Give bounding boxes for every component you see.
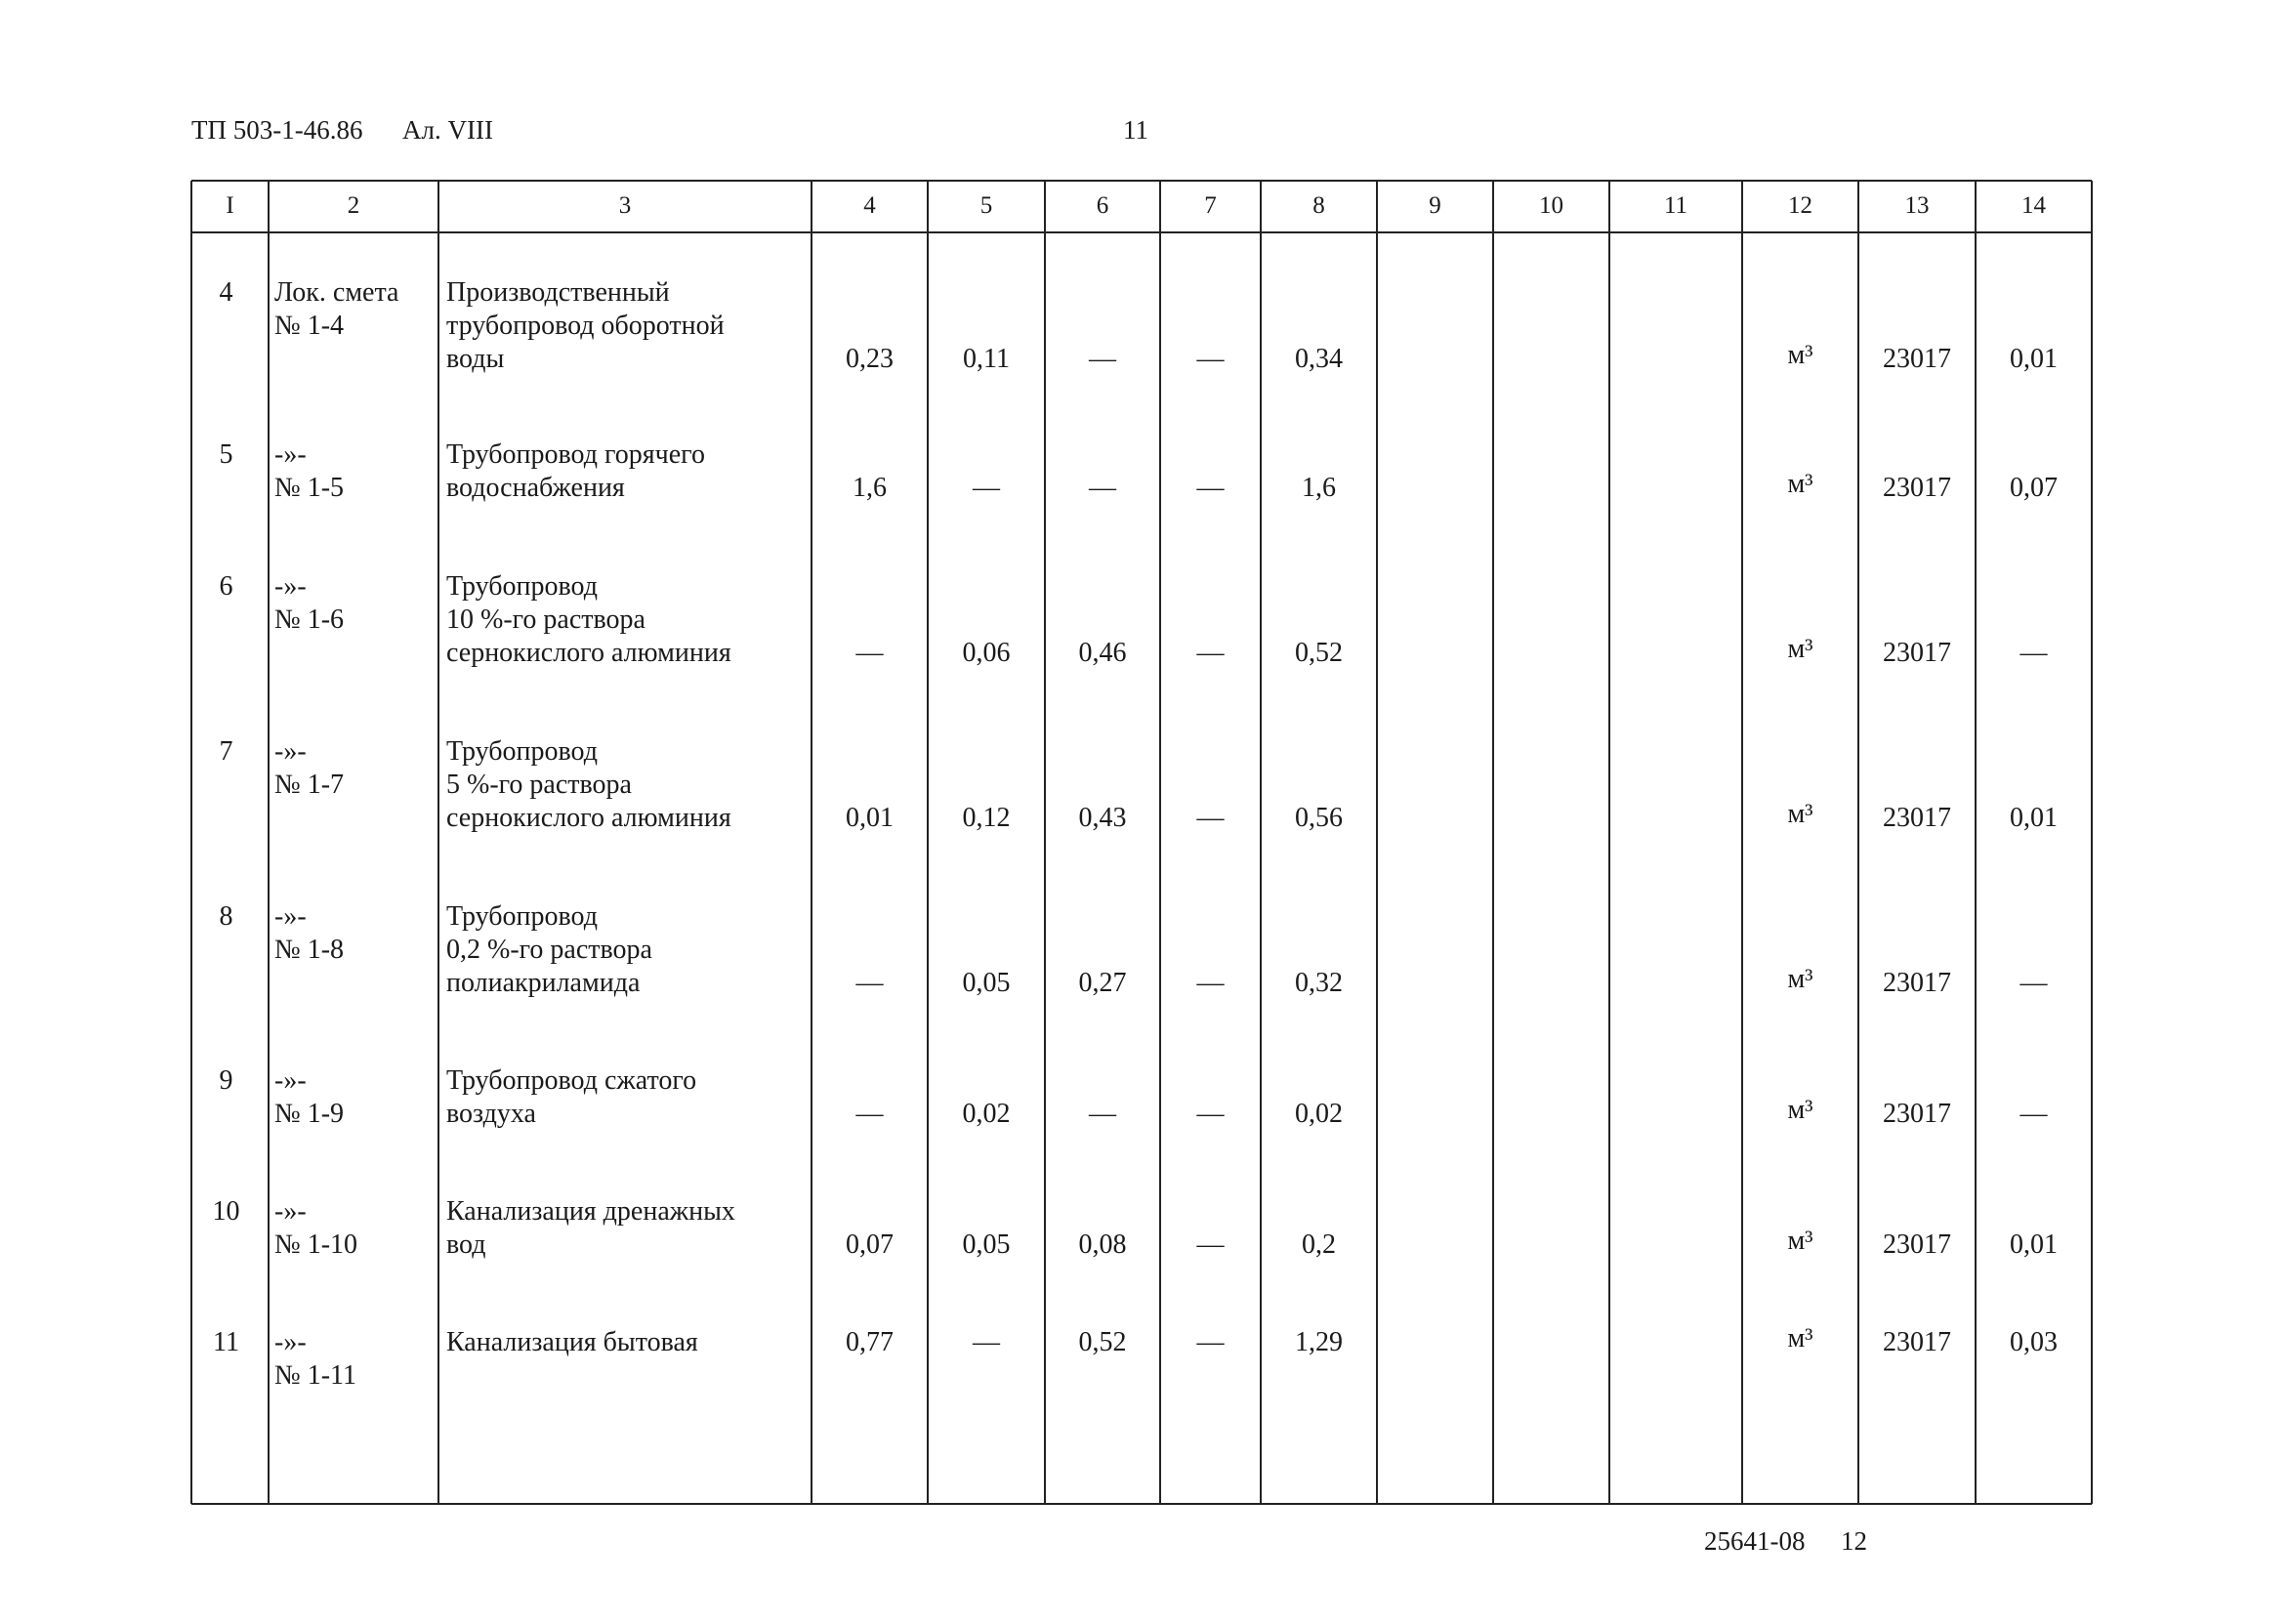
value-col-7: — [1196, 803, 1225, 833]
column-header: 10 [1539, 192, 1563, 219]
value-col-7: — [1196, 473, 1225, 503]
column-header: 6 [1096, 192, 1109, 219]
unit: м³ [1787, 1323, 1813, 1353]
value-col-13: 23017 [1883, 473, 1951, 503]
unit: м³ [1787, 469, 1813, 499]
column-header: 14 [2021, 192, 2046, 219]
value-col-4: 0,77 [846, 1327, 894, 1357]
value-col-14: 0,01 [2010, 344, 2058, 374]
column-header: 2 [347, 192, 360, 219]
item-name: Канализация дренажных [446, 1196, 735, 1227]
value-col-14: — [2019, 968, 2048, 998]
value-col-13: 23017 [1883, 803, 1951, 833]
value-col-8: 0,52 [1295, 638, 1343, 668]
value-col-14: — [2019, 638, 2048, 668]
estimate-ref: № 1-11 [274, 1360, 356, 1391]
value-col-4: 1,6 [853, 473, 887, 503]
value-col-14: 0,07 [2010, 473, 2058, 503]
unit: м³ [1787, 964, 1813, 994]
page-number: 11 [1123, 115, 1148, 145]
value-col-5: 0,11 [963, 344, 1010, 374]
item-name: полиакриламида [446, 968, 641, 998]
item-name: 5 %-го раствора [446, 770, 632, 800]
value-col-4: 0,23 [846, 344, 894, 374]
value-col-5: — [973, 473, 1000, 503]
column-header: 9 [1429, 192, 1441, 219]
value-col-6: 0,08 [1078, 1229, 1127, 1260]
unit: м³ [1787, 634, 1813, 664]
value-col-13: 23017 [1883, 638, 1951, 668]
estimate-ref: № 1-6 [274, 604, 345, 635]
value-col-4: — [855, 968, 884, 998]
item-name: Канализация бытовая [446, 1327, 698, 1357]
value-col-8: 1,6 [1302, 473, 1336, 503]
estimate-ref: № 1-7 [274, 770, 345, 800]
value-col-4: — [855, 638, 884, 668]
value-col-8: 0,2 [1302, 1229, 1336, 1260]
estimate-ref: -»- [274, 439, 307, 470]
estimate-ref: № 1-4 [274, 311, 345, 341]
value-col-7: — [1196, 638, 1225, 668]
value-col-7: — [1196, 1099, 1225, 1129]
row-number: 9 [219, 1065, 233, 1096]
estimate-ref: -»- [274, 901, 307, 932]
value-col-13: 23017 [1883, 1327, 1951, 1357]
estimate-ref: № 1-10 [274, 1229, 358, 1260]
value-col-14: 0,03 [2010, 1327, 2058, 1357]
value-col-4: — [855, 1099, 884, 1129]
value-col-8: 0,02 [1295, 1099, 1343, 1129]
item-name: вод [446, 1229, 486, 1260]
value-col-8: 0,32 [1295, 968, 1343, 998]
column-header: 12 [1788, 192, 1812, 219]
item-name: Трубопровод сжатого [446, 1065, 697, 1096]
item-name: 10 %-го раствора [446, 604, 645, 635]
value-col-6: — [1089, 1099, 1116, 1129]
footer-sheet-number: 12 [1841, 1526, 1867, 1556]
estimate-ref: -»- [274, 736, 307, 767]
column-header: 4 [863, 192, 876, 219]
item-name: сернокислого алюминия [446, 803, 731, 833]
value-col-6: — [1089, 344, 1116, 374]
row-number: 8 [219, 901, 233, 932]
estimate-ref: № 1-8 [274, 935, 345, 965]
column-header: 11 [1663, 192, 1688, 219]
estimate-ref: -»- [274, 1327, 307, 1357]
unit: м³ [1787, 1095, 1813, 1125]
value-col-14: — [2019, 1099, 2048, 1129]
value-col-4: 0,07 [846, 1229, 894, 1260]
value-col-14: 0,01 [2010, 1229, 2058, 1260]
item-name: Трубопровод [446, 901, 598, 932]
item-name: водоснабжения [446, 473, 625, 503]
value-col-8: 0,56 [1295, 803, 1343, 833]
item-name: Трубопровод [446, 736, 598, 767]
value-col-5: 0,02 [962, 1099, 1011, 1129]
value-col-13: 23017 [1883, 1229, 1951, 1260]
row-number: 6 [219, 571, 233, 602]
item-name: воздуха [446, 1099, 536, 1129]
item-name: трубопровод оборотной [446, 311, 725, 341]
value-col-6: 0,43 [1078, 803, 1127, 833]
value-col-5: 0,12 [962, 803, 1011, 833]
unit: м³ [1787, 799, 1813, 829]
estimate-ref: -»- [274, 1196, 307, 1227]
value-col-7: — [1196, 1229, 1225, 1260]
value-col-8: 0,34 [1295, 344, 1343, 374]
item-name: Трубопровод горячего [446, 439, 705, 470]
value-col-5: 0,05 [962, 968, 1011, 998]
value-col-4: 0,01 [846, 803, 894, 833]
row-number: 4 [219, 277, 233, 308]
value-col-6: 0,52 [1078, 1327, 1127, 1357]
estimate-ref: -»- [274, 1065, 307, 1096]
unit: м³ [1787, 1226, 1813, 1256]
item-name: сернокислого алюминия [446, 638, 731, 668]
row-number: 5 [219, 439, 233, 470]
value-col-13: 23017 [1883, 344, 1951, 374]
value-col-6: 0,46 [1078, 638, 1127, 668]
column-header: 5 [979, 192, 993, 219]
value-col-5: 0,05 [962, 1229, 1011, 1260]
item-name: Трубопровод [446, 571, 598, 602]
row-number: 7 [219, 736, 233, 767]
album-label: Ал. VIII [402, 115, 493, 145]
item-name: воды [446, 344, 505, 374]
column-header: 3 [618, 192, 632, 219]
value-col-7: — [1196, 968, 1225, 998]
footer-code: 25641-08 [1704, 1526, 1806, 1556]
estimate-ref: № 1-5 [274, 473, 345, 503]
column-header: 7 [1204, 192, 1217, 219]
estimate-ref: -»- [274, 571, 307, 602]
value-col-6: 0,27 [1078, 968, 1127, 998]
value-col-13: 23017 [1883, 968, 1951, 998]
unit: м³ [1787, 340, 1813, 370]
item-name: 0,2 %-го раствора [446, 935, 652, 965]
column-header: 8 [1312, 192, 1325, 219]
column-header: 13 [1904, 192, 1930, 219]
column-header: I [226, 192, 234, 219]
value-col-5: 0,06 [962, 638, 1011, 668]
estimate-ref: Лок. смета [274, 277, 399, 308]
value-col-6: — [1089, 473, 1116, 503]
value-col-13: 23017 [1883, 1099, 1951, 1129]
item-name: Производственный [446, 277, 670, 308]
value-col-8: 1,29 [1295, 1327, 1343, 1357]
value-col-7: — [1196, 344, 1225, 374]
estimate-ref: № 1-9 [274, 1099, 345, 1129]
row-number: 10 [212, 1196, 240, 1227]
value-col-7: — [1196, 1327, 1225, 1357]
document-code: ТП 503-1-46.86 [191, 115, 363, 145]
row-number: 11 [213, 1327, 239, 1357]
value-col-14: 0,01 [2010, 803, 2058, 833]
value-col-5: — [973, 1327, 1000, 1357]
